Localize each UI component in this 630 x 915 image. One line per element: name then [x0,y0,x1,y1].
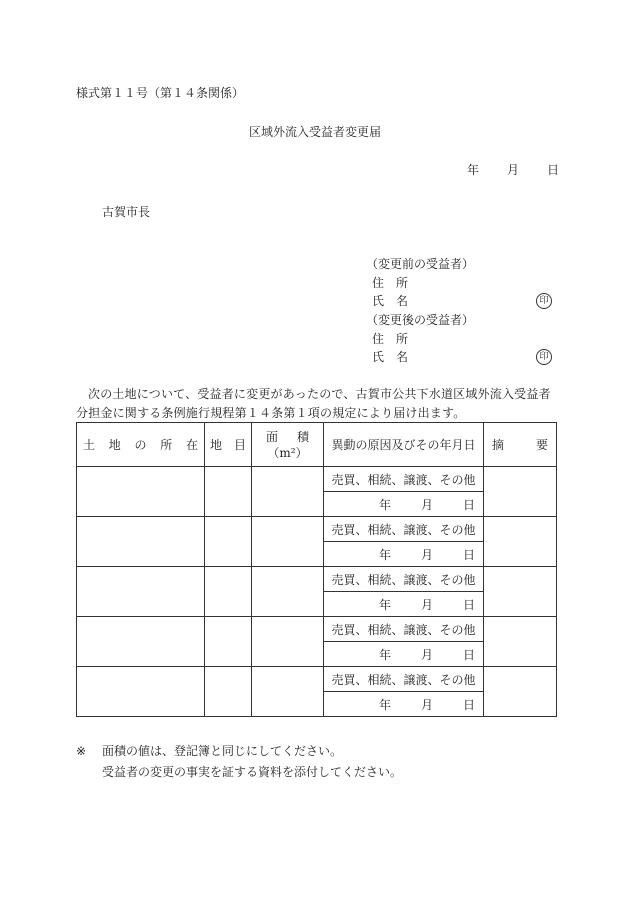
land-category-cell[interactable] [205,617,252,667]
date-month: 月 [420,647,433,662]
reason-options: 売買、相続、譲渡、その他 [324,467,484,492]
date-month: 月 [507,163,520,177]
note-line-2: 受益者の変更の事実を証する資料を添付してください。 [102,765,403,779]
location-cell[interactable] [77,567,205,617]
before-address-row [366,274,552,292]
after-name-row [366,348,552,366]
remarks-cell[interactable] [484,467,557,517]
remarks-cell[interactable] [484,567,557,617]
date-year: 年 [378,597,391,612]
area-cell[interactable] [252,467,324,517]
date-year: 年 [378,697,391,712]
seal-icon: 印 [536,349,552,365]
location-cell[interactable] [77,617,205,667]
reason-date[interactable] [324,542,484,567]
declaration-text: 次の土地について、受益者に変更があったので、古賀市公共下水道区域外流入受益者分担金に関する条例施行規程第１４条第１項の規定により届け出ます。 [76,387,551,420]
before-name-label: 氏 名 [372,294,409,308]
area-cell[interactable] [252,617,324,667]
date-month: 月 [420,597,433,612]
after-address-row [366,330,552,348]
table-row [77,617,557,642]
date-month: 月 [420,547,433,562]
submission-date [467,161,559,178]
date-day: 日 [462,597,475,612]
land-category-cell[interactable] [205,517,252,567]
date-day: 日 [462,697,475,712]
reason-date[interactable] [324,592,484,617]
notes [76,741,402,783]
land-category-cell[interactable] [205,667,252,717]
after-name-label: 氏 名 [372,350,409,364]
date-month: 月 [420,697,433,712]
area-cell[interactable] [252,667,324,717]
date-year: 年 [378,647,391,662]
date-day: 日 [462,647,475,662]
date-year: 年 [378,547,391,562]
form-number: 様式第１１号（第１４条関係） [76,86,245,100]
land-category-cell[interactable] [205,567,252,617]
date-day: 日 [462,547,475,562]
remarks-cell[interactable] [484,667,557,717]
table-row [77,667,557,692]
land-table [76,422,557,717]
reason-options: 売買、相続、譲渡、その他 [324,517,484,542]
reason-options: 売買、相続、譲渡、その他 [324,567,484,592]
table-row [77,517,557,542]
header-remarks: 摘要 [484,423,557,467]
header-location: 土地の所在 [77,423,205,467]
reason-options: 売買、相続、譲渡、その他 [324,667,484,692]
location-cell[interactable] [77,517,205,567]
after-address-label: 住 所 [372,332,409,346]
header-area: 面積 （m²） [252,423,324,467]
remarks-cell[interactable] [484,617,557,667]
reason-date[interactable] [324,492,484,517]
before-name-row [366,292,552,310]
date-month: 月 [420,497,433,512]
location-cell[interactable] [77,667,205,717]
area-cell[interactable] [252,517,324,567]
note-line-1: 面積の値は、登記簿と同じにしてください。 [102,744,343,758]
area-cell[interactable] [252,567,324,617]
table-row [77,467,557,492]
table-row [77,567,557,592]
date-year: 年 [378,497,391,512]
reason-date[interactable] [324,692,484,717]
before-address-label: 住 所 [372,276,409,290]
date-year: 年 [467,163,480,177]
before-party-label: （変更前の受益者） [366,257,475,271]
addressee: 古賀市長 [102,205,151,219]
table-header-row [77,423,557,467]
header-reason: 異動の原因及びその年月日 [324,423,484,467]
date-day: 日 [462,497,475,512]
date-day: 日 [547,163,560,177]
seal-icon: 印 [536,293,552,309]
reason-options: 売買、相続、譲渡、その他 [324,617,484,642]
remarks-cell[interactable] [484,517,557,567]
after-party-label: （変更後の受益者） [366,313,475,327]
document-title: 区域外流入受益者変更届 [248,125,381,139]
land-category-cell[interactable] [205,467,252,517]
note-mark: ※ [76,744,87,758]
reason-date[interactable] [324,642,484,667]
header-land-category: 地 目 [205,423,252,467]
location-cell[interactable] [77,467,205,517]
